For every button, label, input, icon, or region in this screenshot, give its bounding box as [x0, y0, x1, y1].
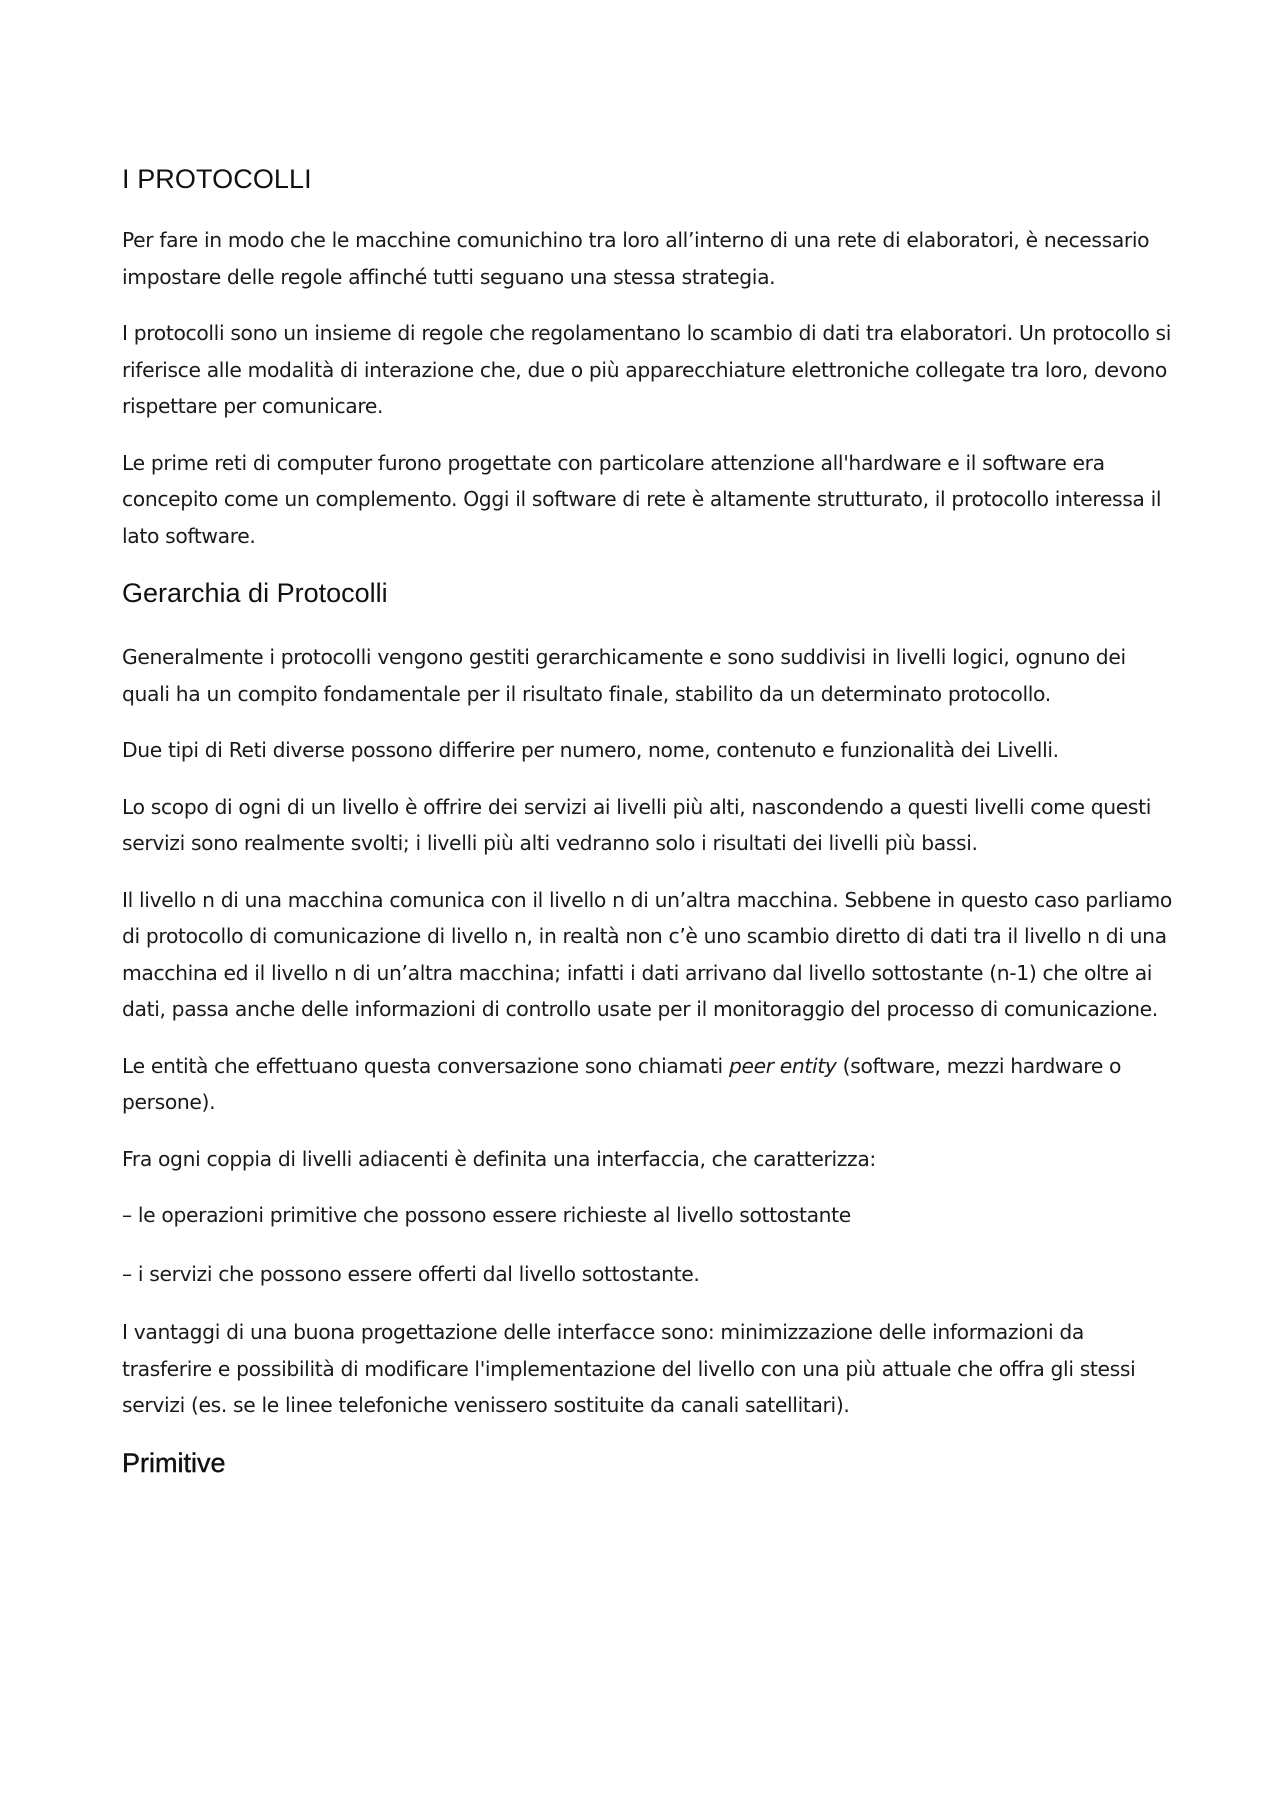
peer-entity-text-after: (software, mezzi hardware o persone). [122, 1053, 1122, 1114]
section-heading-primitive: Primitive [122, 1447, 226, 1478]
intro-paragraph-1: Per fare in modo che le macchine comunichino tra loro all’interno di una rete di elaboratori, è necessario impostare delle regole affinché tutti seguano una stessa strategia. [122, 228, 1150, 289]
gerarchia-paragraph-2: Due tipi di Reti diverse possono differire per numero, nome, contenuto e funzionalità dei Livelli. [122, 738, 1059, 762]
peer-entity-text-before: Le entità che effettuano questa conversazione sono chiamati [122, 1053, 729, 1078]
gerarchia-paragraph-5 [122, 1048, 1172, 1121]
list-item: – i servizi che possono essere offerti dal livello sottostante. [122, 1261, 700, 1286]
gerarchia-paragraph-6: Fra ogni coppia di livelli adiacenti è definita una interfaccia, che caratterizza: [122, 1146, 876, 1171]
peer-entity-term: peer entity [728, 1053, 837, 1078]
gerarchia-paragraph-3: Lo scopo di ogni di un livello è offrire dei servizi ai livelli più alti, nascondendo a questi livelli come questi servizi sono realmente svolti; i livelli più alti vedranno solo i risultati dei livelli più bassi. [122, 794, 1152, 855]
document-content [122, 160, 1172, 1509]
list-item: – le operazioni primitive che possono essere richieste al livello sottostante [122, 1203, 851, 1227]
gerarchia-paragraph-1: Generalmente i protocolli vengono gestiti gerarchicamente e sono suddivisi in livelli logici, ognuno dei quali ha un compito fondamentale per il risultato finale, stabilito da un determinato protocollo. [122, 645, 1126, 706]
gerarchia-paragraph-4: Il livello n di una macchina comunica con il livello n di un’altra macchina. Sebbene in questo caso parliamo di protocollo di comunicazione di livello n, in realtà non c’è uno scambio diretto di dati tra il livello n di una macchina ed il livello n di un’altra macchina; infatti i dati arrivano dal livello sottostante (n-1) che oltre ai dati, passa anche delle informazioni di controllo usate per il monitoraggio del processo di comunicazione. [122, 887, 1172, 1021]
page-title: I PROTOCOLLI [122, 164, 312, 194]
intro-paragraph-3: Le prime reti di computer furono progettate con particolare attenzione all'hardware e il software era concepito come un complemento. Oggi il software di rete è altamente strutturato, il protocollo interessa il lato software. [122, 450, 1162, 548]
section-heading-gerarchia: Gerarchia di Protocolli [122, 578, 388, 608]
gerarchia-paragraph-7: I vantaggi di una buona progettazione delle interfacce sono: minimizzazione delle informazioni da trasferire e possibilità di modificare l'implementazione del livello con una più attuale che offra gli stessi servizi (es. se le linee telefoniche venissero sostituite da canali satellitari). [122, 1320, 1136, 1417]
intro-paragraph-2: I protocolli sono un insieme di regole che regolamentano lo scambio di dati tra elaboratori. Un protocollo si riferisce alle modalità di interazione che, due o più apparecchiature elettroniche collegate tra loro, devono rispettare per comunicare. [122, 321, 1171, 418]
